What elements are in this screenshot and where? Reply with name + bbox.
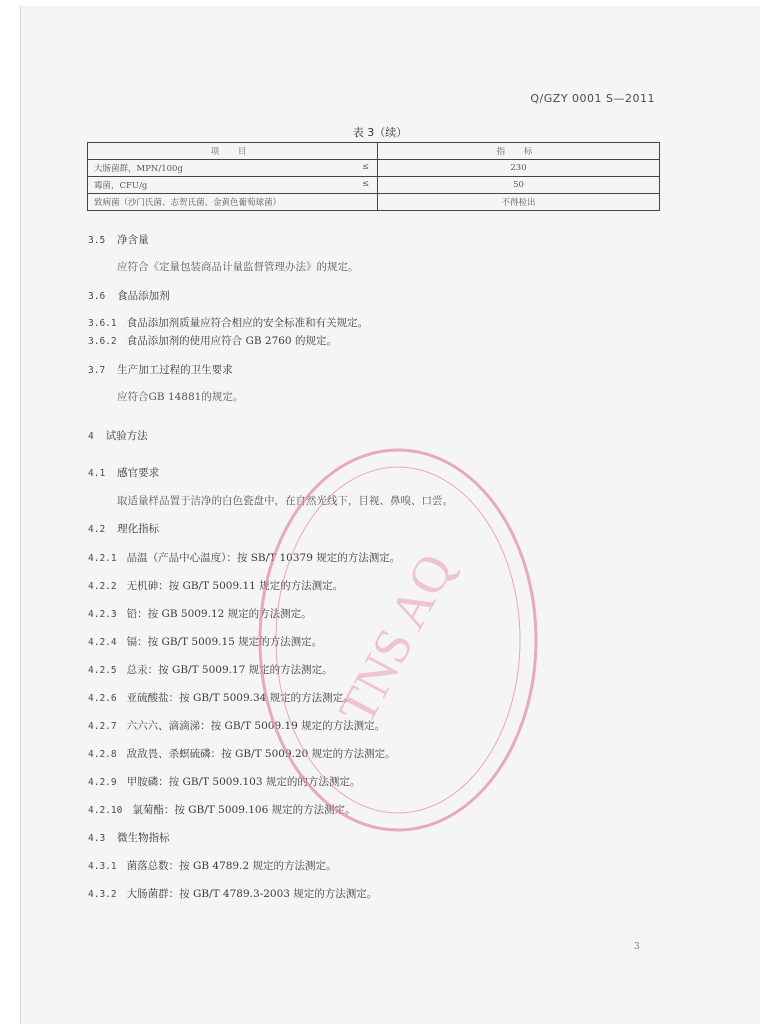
item-text: 大肠菌群，MPN/100g [94,164,183,174]
table-cell-value: 230 [378,160,660,177]
clause-text: 无机砷：按 GB/T 5009.11 规定的方法测定。 [126,580,344,592]
section-heading [88,830,170,845]
clause-number: 4.2.5 [88,665,117,676]
table-cell-item [88,160,378,177]
clause-number: 3.6.1 [88,318,117,329]
page-number: 3 [634,942,640,952]
section-heading [88,288,170,303]
section-title: 微生物指标 [117,832,170,844]
section-number: 3.5 [88,235,106,246]
clause-text: 大肠菌群：按 GB/T 4789.3-2003 规定的方法测定。 [126,888,378,900]
clause-number: 3.6.2 [88,336,117,347]
clause-text: 品温（产品中心温度）：按 SB/T 10379 规定的方法测定。 [126,552,401,564]
standard-code: Q/GZY 0001 S—2011 [530,92,655,105]
table-header-item: 项 目 [88,143,378,160]
clause-text: 菌落总数：按 GB 4789.2 规定的方法测定。 [126,860,337,872]
clause-number: 4.2.8 [88,749,117,760]
clause [88,858,336,873]
clause-number: 4.2.3 [88,609,117,620]
inequality-sign: ≤ [361,179,369,189]
table-cell-item [88,194,378,211]
clause-text: 总汞：按 GB/T 5009.17 规定的方法测定。 [126,664,333,676]
table-caption: 表 3（续） [352,126,408,139]
svg-text:TNS AQ: TNS AQ [328,544,465,734]
paragraph: 应符合GB 14881的规定。 [117,391,244,403]
indicator-table [87,142,660,211]
clause-text: 铅：按 GB 5009.12 规定的方法测定。 [126,608,312,620]
clause-text: 氯菊酯：按 GB/T 5009.106 规定的方法测定。 [132,804,356,816]
clause-text: 镉：按 GB/T 5009.15 规定的方法测定。 [126,636,323,648]
section-heading [88,465,159,480]
table-cell-item [88,177,378,194]
clause-number: 4.2.9 [88,777,117,788]
inequality-sign: ≤ [361,162,369,172]
clause-number: 4.2.4 [88,637,117,648]
clause-text: 六六六、滴滴涕：按 GB/T 5009.19 规定的方法测定。 [126,720,386,732]
section-title: 理化指标 [117,523,160,535]
clause-number: 4.2.10 [88,805,123,816]
clause-number: 4.2.2 [88,581,117,592]
section-number: 3.6 [88,291,106,302]
clause-number: 4.3.1 [88,861,117,872]
table-row [88,194,660,211]
clause-number: 4.2.6 [88,693,117,704]
section-title: 感官要求 [117,467,160,479]
clause-text: 敌敌畏、杀螟硫磷：按 GB/T 5009.20 规定的方法测定。 [126,748,396,760]
section-number: 4.1 [88,468,106,479]
table-header-row [88,143,660,160]
section-number: 3.7 [88,365,106,376]
table-cell-value: 50 [378,177,660,194]
table-cell-value: 不得检出 [378,194,660,211]
company-seal-stamp [248,440,548,840]
clause-text: 食品添加剂质量应符合相应的安全标准和有关规定。 [126,317,369,329]
clause-number: 4.2.1 [88,553,117,564]
section-title: 净含量 [117,234,149,246]
clause-text: 甲胺磷：按 GB/T 5009.103 规定的的方法测定。 [126,776,361,788]
table-header-value: 指 标 [378,143,660,160]
section-heading [88,362,233,377]
section-number: 4.3 [88,833,106,844]
section-heading [88,428,148,443]
clause [88,315,368,330]
section-heading [88,521,159,536]
clause-number: 4.2.7 [88,721,117,732]
table-row [88,160,660,177]
section-title: 食品添加剂 [117,290,170,302]
clause [88,886,377,901]
item-text: 霉菌，CFU/g [94,181,148,191]
clause-text: 亚硫酸盐：按 GB/T 5009.34 规定的方法测定。 [126,692,354,704]
paragraph: 取适量样品置于洁净的白色瓷盘中，在自然光线下，目视、鼻嗅、口尝。 [117,495,453,507]
section-title: 试验方法 [105,430,148,442]
section-heading [88,232,149,247]
clause [88,333,337,348]
table-row [88,177,660,194]
clause-number: 4.3.2 [88,889,117,900]
clause-text: 食品添加剂的使用应符合 GB 2760 的规定。 [126,335,337,347]
item-text: 致病菌（沙门氏菌、志贺氏菌、金黄色葡萄球菌） [94,198,282,208]
section-title: 生产加工过程的卫生要求 [117,364,233,376]
section-number: 4 [88,431,94,442]
paragraph: 应符合《定量包装商品计量监督管理办法》的规定。 [117,261,359,273]
section-number: 4.2 [88,524,106,535]
